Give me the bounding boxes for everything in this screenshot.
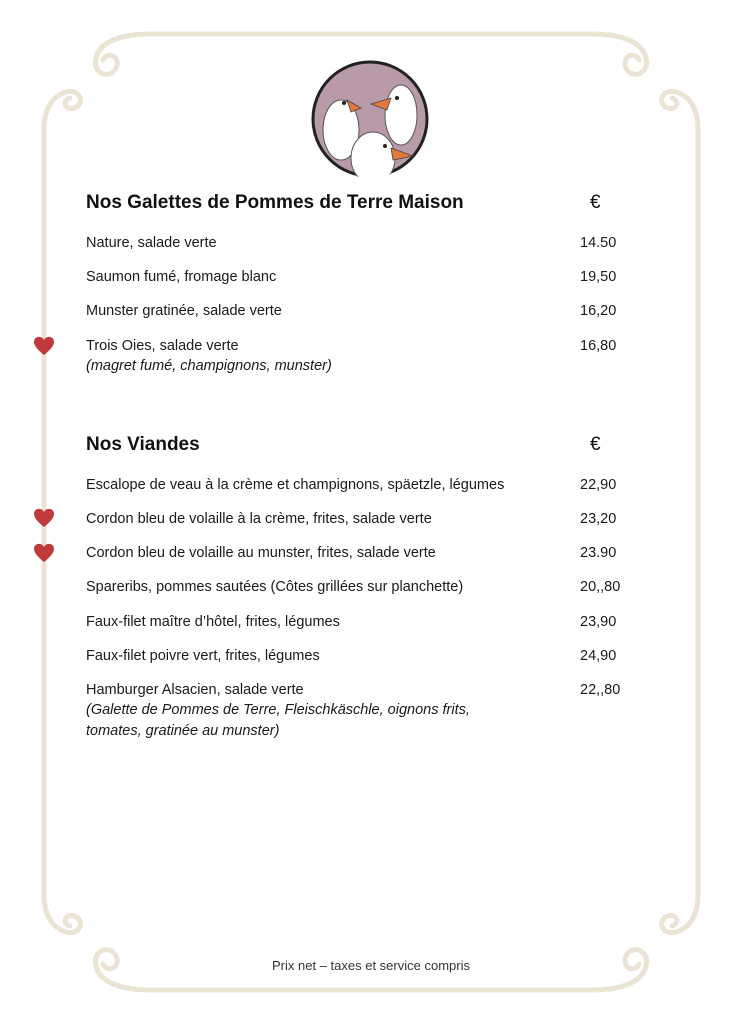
- item-price: 16,20: [580, 303, 617, 319]
- heart-icon: [33, 508, 55, 528]
- item-name: Cordon bleu de volaille à la crème, frites, salade verte: [86, 511, 432, 527]
- menu-item: [86, 267, 646, 287]
- item-price: 22,,80: [580, 682, 621, 698]
- item-price: 23.90: [580, 545, 617, 561]
- section-title-viandes: Nos Viandes: [86, 434, 200, 455]
- currency-symbol: €: [590, 192, 601, 213]
- footer-note: Prix net – taxes et service compris: [272, 958, 470, 973]
- item-name: Faux-filet maître d’hôtel, frites, légumes: [86, 614, 340, 630]
- menu-item: [86, 543, 646, 563]
- item-price: 16,80: [580, 338, 617, 354]
- menu-item: [86, 233, 646, 253]
- menu-item: [86, 301, 646, 321]
- item-note: (Galette de Pommes de Terre, Fleischkäschle, oignons frits,: [86, 702, 470, 718]
- item-note: tomates, gratinée au munster): [86, 723, 280, 739]
- menu-item: [86, 680, 646, 742]
- item-price: 19,50: [580, 269, 617, 285]
- item-name: Saumon fumé, fromage blanc: [86, 269, 277, 285]
- logo-geese: [311, 60, 429, 178]
- item-name: Hamburger Alsacien, salade verte: [86, 682, 304, 698]
- item-price: 20,,80: [580, 579, 621, 595]
- currency-symbol: €: [590, 434, 601, 455]
- item-name: Trois Oies, salade verte: [86, 338, 239, 354]
- menu-item: [86, 509, 646, 529]
- item-price: 22,90: [580, 477, 617, 493]
- item-price: 14.50: [580, 235, 617, 251]
- heart-icon: [33, 336, 55, 356]
- item-name: Escalope de veau à la crème et champignons, späetzle, légumes: [86, 477, 505, 493]
- item-price: 24,90: [580, 648, 617, 664]
- item-price: 23,90: [580, 614, 617, 630]
- section-title-galettes: Nos Galettes de Pommes de Terre Maison: [86, 192, 464, 213]
- item-note: (magret fumé, champignons, munster): [86, 358, 332, 374]
- menu-item: [86, 612, 646, 632]
- menu-item: [86, 577, 646, 597]
- item-price: 23,20: [580, 511, 617, 527]
- heart-icon: [33, 543, 55, 563]
- item-name: Nature, salade verte: [86, 235, 217, 251]
- item-name: Faux-filet poivre vert, frites, légumes: [86, 648, 320, 664]
- item-name: Munster gratinée, salade verte: [86, 303, 282, 319]
- menu-item: [86, 646, 646, 666]
- item-name: Spareribs, pommes sautées (Côtes grillées sur planchette): [86, 579, 464, 595]
- menu-item: [86, 336, 646, 377]
- item-name: Cordon bleu de volaille au munster, frites, salade verte: [86, 545, 436, 561]
- menu-item: [86, 475, 646, 495]
